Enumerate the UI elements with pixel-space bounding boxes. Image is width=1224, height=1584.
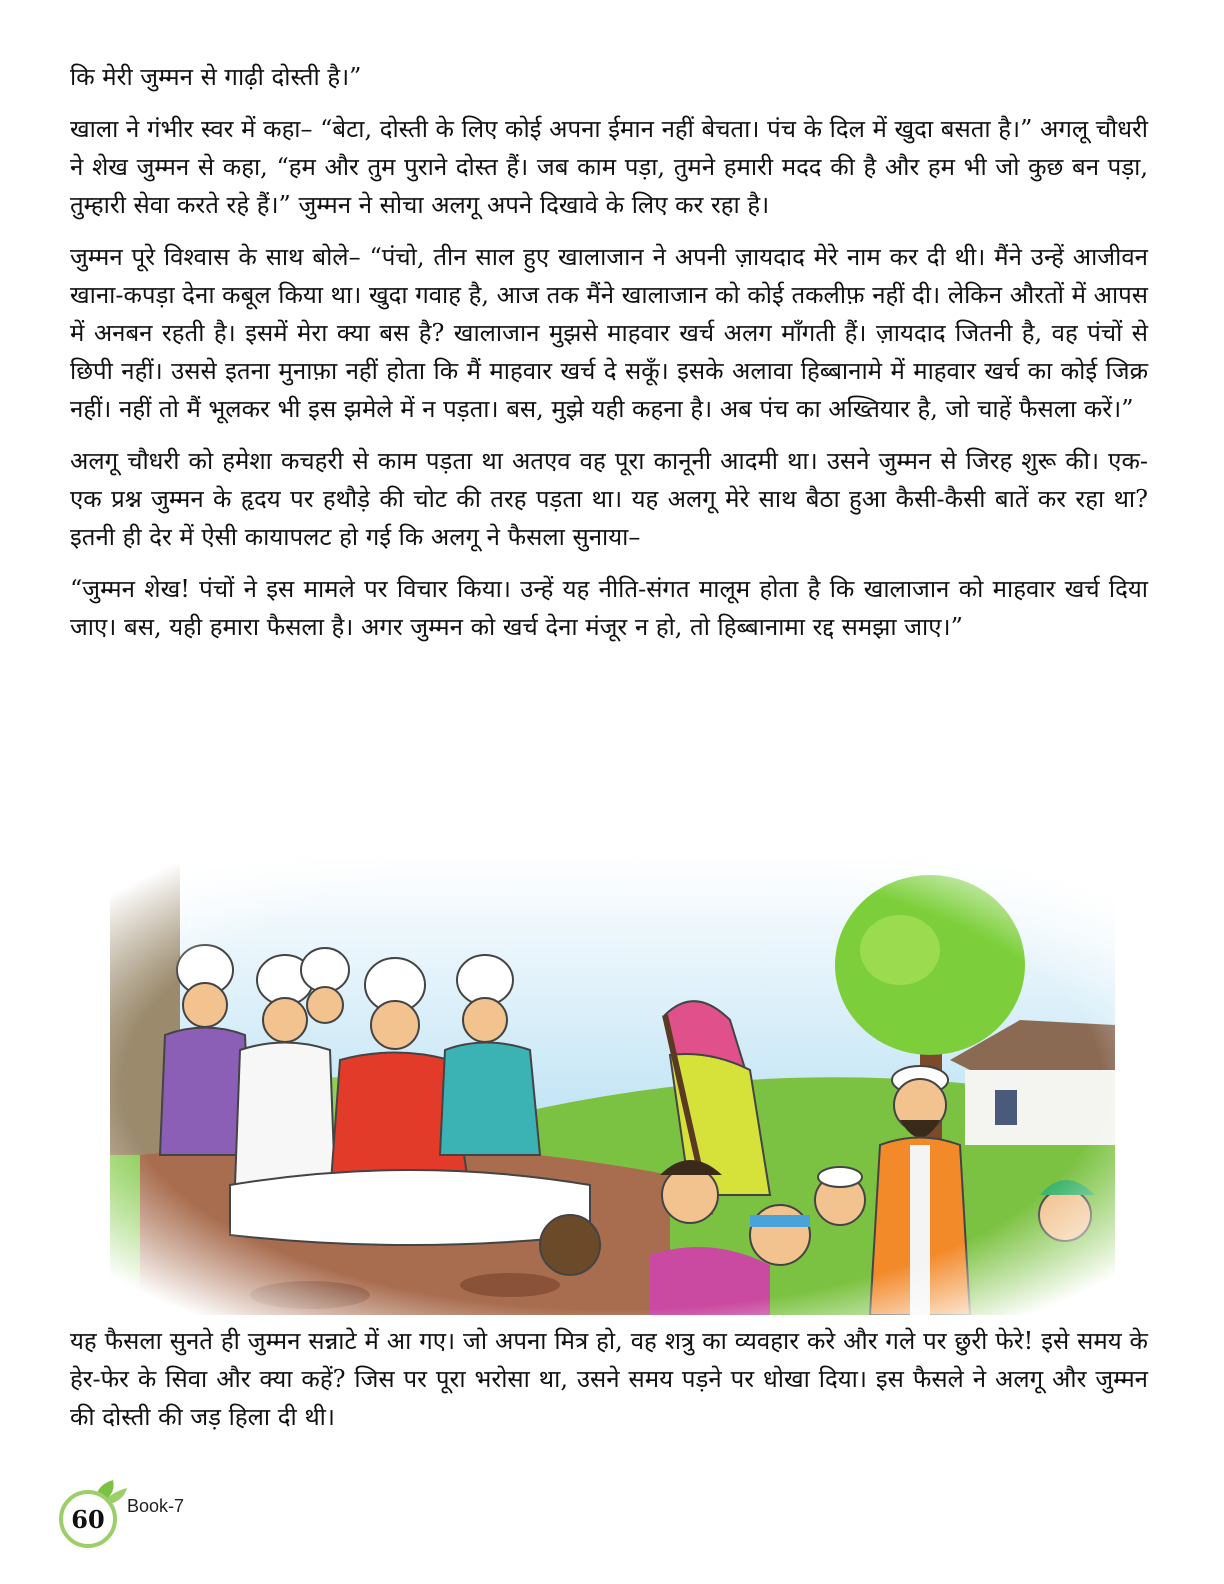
- paragraph: खाला ने गंभीर स्वर में कहा– “बेटा, दोस्ती के लिए कोई अपना ईमान नहीं बेचता। पंच के दिल में खुदा बसता है।” अगलू चौधरी ने शेख जुम्मन से कहा, “हम और तुम पुराने दोस्त हैं। जब काम पड़ा, तुमने हमारी मदद की है और हम भी जो कुछ बन पड़ा, तुम्हारी सेवा करते रहे हैं।” जुम्मन ने सोचा अलगू अपने दिखावे के लिए कर रहा है।: [70, 115, 1148, 219]
- page-footer: [55, 1478, 355, 1558]
- paragraph: “जुम्मन शेख! पंचों ने इस मामले पर विचार किया। उन्हें यह नीति-संगत मालूम होता है कि खालाजान को माहवार खर्च दिया जाए। बस, यही हमारा फैसला है। अगर जुम्मन को खर्च देना मंजूर न हो, तो हिब्बानामा रद्द समझा जाए।”: [70, 575, 1148, 641]
- top-text-block: [70, 58, 1148, 660]
- panchayat-illustration: [110, 855, 1115, 1315]
- paragraph: अलगू चौधरी को हमेशा कचहरी से काम पड़ता था अतएव वह पूरा कानूनी आदमी था। उसने जुम्मन से जिरह शुरू की। एक-एक प्रश्न जुम्मन के हृदय पर हथौड़े की चोट की तरह पड़ता था। यह अलगू मेरे साथ बैठा हुआ कैसी-कैसी बातें कर रहा था? इतनी ही देर में ऐसी कायापलट हो गई कि अलगू ने फैसला सुनाया–: [70, 447, 1148, 551]
- page-number: 60: [59, 1490, 117, 1548]
- book-label: Book-7: [127, 1496, 185, 1516]
- bottom-text-block: [70, 1322, 1148, 1450]
- paragraph: जुम्मन पूरे विश्वास के साथ बोले– “पंचो, तीन साल हुए खालाजान ने अपनी ज़ायदाद मेरे नाम कर दी थी। मैंने उन्हें आजीवन खाना-कपड़ा देना कबूल किया था। खुदा गवाह है, आज तक मैंने खालाजान को कोई तकलीफ़ नहीं दी। लेकिन औरतों में आपस में अनबन रहती है। इसमें मेरा क्या बस है? खालाजान मुझसे माहवार खर्च अलग माँगती हैं। ज़ायदाद जितनी है, वह पंचों से छिपी नहीं। उससे इतना मुनाफ़ा नहीं होता कि मैं माहवार खर्च दे सकूँ। इसके अलावा हिब्बानामे में माहवार खर्च का कोई जिक्र नहीं। नहीं तो मैं भूलकर भी इस झमेले में न पड़ता। बस, मुझे यही कहना है। अब पंच का अख्तियार है, जो चाहें फैसला करें।”: [70, 243, 1148, 423]
- paragraph: यह फैसला सुनते ही जुम्मन सन्नाटे में आ गए। जो अपना मित्र हो, वह शत्रु का व्यवहार करे और गले पर छुरी फेरे! इसे समय के हेर-फेर के सिवा और क्या कहें? जिस पर पूरा भरोसा था, उसने समय पड़ने पर धोखा दिया। इस फैसले ने अलगू और जुम्मन की दोस्ती की जड़ हिला दी थी।: [70, 1327, 1148, 1431]
- paragraph: कि मेरी जुम्मन से गाढ़ी दोस्ती है।”: [70, 63, 362, 91]
